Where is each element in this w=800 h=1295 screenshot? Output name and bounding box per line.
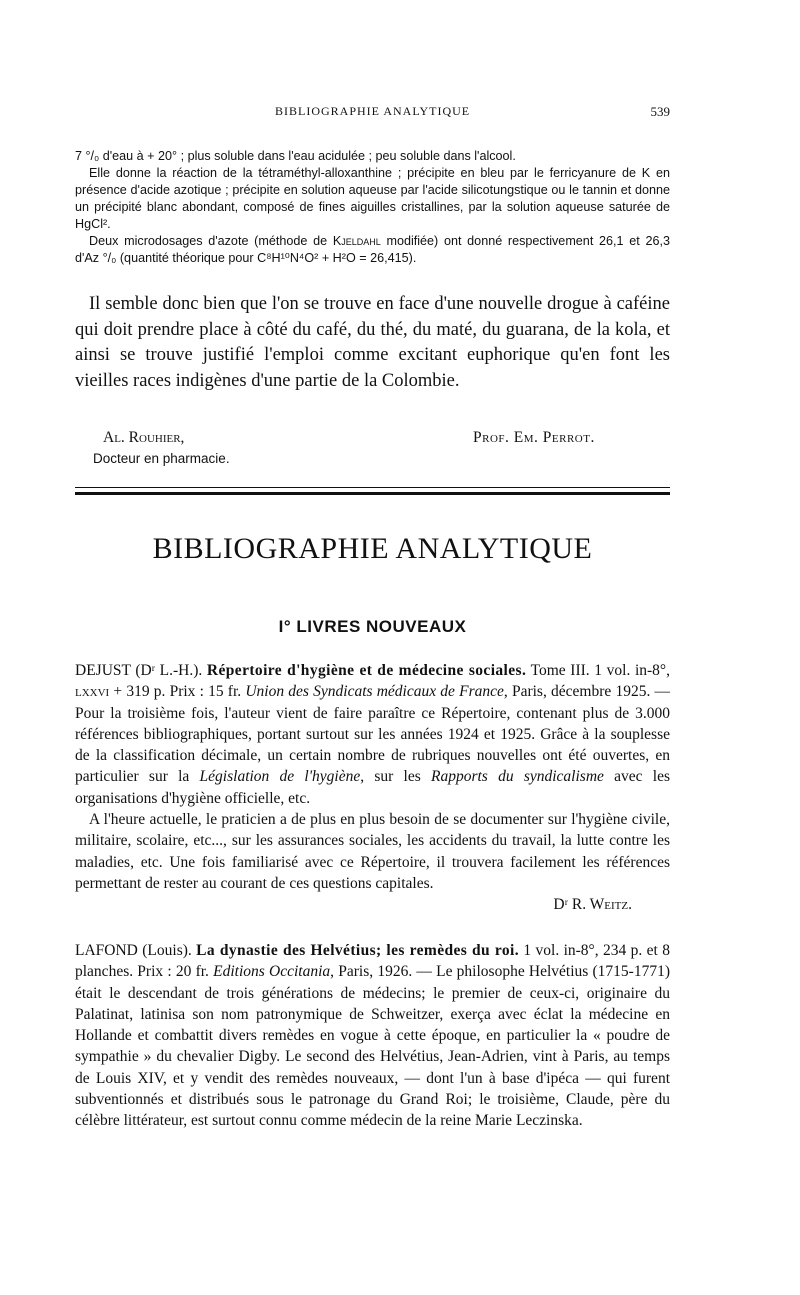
entry-details: , sur les: [360, 768, 431, 786]
entry-pages-roman: lxxvi: [75, 683, 110, 701]
entry-details: 1 vol. in-8°, 234 p. et 8 planches. Prix : 20 fr.: [75, 942, 670, 981]
entry-commentary-text: A l'heure actuelle, le praticien a de plus en plus besoin de se documenter sur l'hygiène civile, militaire, scolaire, etc..., sur les assurances sociales, les accidents du travail, la lutte contre les maladies, etc. Une fois familiarisé avec ce Répertoire, il trouvera facilement les références permettant de rester au courant de ces questions capitales.: [75, 811, 670, 892]
signature-right-name: Prof. Em. Perrot.: [473, 429, 595, 446]
entry-publisher: Editions Occitania: [213, 963, 331, 981]
entry-author: DEJUST (Dʳ L.-H.).: [75, 662, 207, 679]
entry-title: La dynastie des Helvétius; les remèdes du roi.: [196, 942, 519, 959]
divider-rule-bottom: [75, 492, 670, 495]
nitrogen-text-b: modifiée) ont donné respectivement 26,1 et 26,3 d'Az °/₀ (quantité théorique pour C⁸H¹⁰N⁴O² + H²O = 26,415).: [75, 234, 670, 265]
entry-details: + 319 p. Prix : 15 fr.: [109, 683, 246, 701]
signature-right: [473, 427, 595, 448]
running-head: [75, 104, 670, 124]
entry-details: avec les organisations d'hygiène officielle, etc.: [75, 768, 670, 807]
entry-commentary: [75, 809, 670, 894]
signature-left-name: Al. Rouhier,: [103, 429, 185, 446]
signature-left: [93, 427, 230, 469]
main-heading: BIBLIOGRAPHIE ANALYTIQUE: [152, 532, 593, 565]
conclusion-paragraph: [75, 292, 670, 394]
section-heading: I° LIVRES NOUVEAUX: [278, 617, 467, 636]
entry-title: Répertoire d'hygiène et de médecine sociales.: [206, 662, 527, 679]
entry-publisher: Union des Syndicats médicaux de France: [245, 683, 504, 701]
entry-description: [75, 660, 670, 809]
page-number: 539: [650, 104, 670, 119]
analysis-nitrogen: [75, 233, 670, 267]
entry-description: [75, 940, 670, 1132]
entry-details: , Paris, décembre 1925. — Pour la troisième fois, l'auteur vient de faire paraître ce Répertoire, contenant plus de 3.000 références bibliographiques, portant surtout sur les années 1924 et 1925. Grâce à la souplesse de la classification décimale, un certain nombre de rubriques nouvelles ont été ouvertes, en particulier sur la: [75, 683, 671, 786]
entry-details: Tome III. 1 vol. in-8°,: [526, 662, 670, 679]
analysis-paragraphs: [75, 148, 670, 267]
entry-details: , Paris, 1926. — Le philosophe Helvétius (1715-1771) était le descendant de trois générations de médecins; le premier de ceux-ci, originaire du Palatinat, latinisa son nom patronymique de Schweitzer, exerça avec éclat la médecine en Hollande et combattit divers remèdes en vogue à cette époque, en particulier la « poudre de sympathie » du chevalier Digby. Le second des Helvétius, Jean-Adrien, vint à Paris, au temps de Louis XIV, et y vendit des remèdes nouveaux, — dont l'un à base d'ipéca — qui furent subventionnés et distribués sous le patronage du Grand Roi; le troisième, Claude, père du célèbre littérateur, est surtout connu comme médecin de la reine Marie Leczinska.: [75, 963, 671, 1130]
conclusion-text: Il semble donc bien que l'on se trouve en face d'une nouvelle drogue à caféine qui doit prendre place à côté du café, du thé, du maté, du guarana, de la kola, et ainsi se trouve justifié l'emploi comme excitant euphorique qu'en font les vieilles races indigènes d'une partie de la Colombie.: [75, 294, 670, 391]
bibliography-entry: [75, 660, 670, 916]
bibliography-entry: [75, 940, 670, 1132]
kjeldahl-name: Kjeldahl: [332, 234, 381, 248]
divider-rule-top: [75, 487, 670, 488]
entry-reference: Rapports du syndicalisme: [431, 768, 604, 786]
entry-reference: Législation de l'hygiène: [199, 768, 361, 786]
running-title: BIBLIOGRAPHIE ANALYTIQUE: [275, 104, 471, 118]
analysis-line-1: 7 °/₀ d'eau à + 20° ; plus soluble dans l'eau acidulée ; peu soluble dans l'alcool.: [75, 149, 516, 163]
analysis-reactions: Elle donne la réaction de la tétraméthyl-alloxanthine ; précipite en bleu par le ferricyanure de K en présence d'acide azotique ; précipite en solution aqueuse par l'acide silicotungstique ou le tannin et donne un précipité blanc abondant, composé de fines aiguilles cristallines, par la solution aqueuse saturée de HgCl².: [75, 166, 670, 231]
signature-left-title: Docteur en pharmacie.: [93, 451, 230, 466]
nitrogen-text-a: Deux microdosages d'azote (méthode de: [89, 234, 333, 248]
entry-author: LAFOND (Louis).: [75, 942, 197, 959]
entry-signature-line: [75, 894, 670, 915]
entry-signature: Dʳ R. Weitz.: [553, 896, 632, 914]
